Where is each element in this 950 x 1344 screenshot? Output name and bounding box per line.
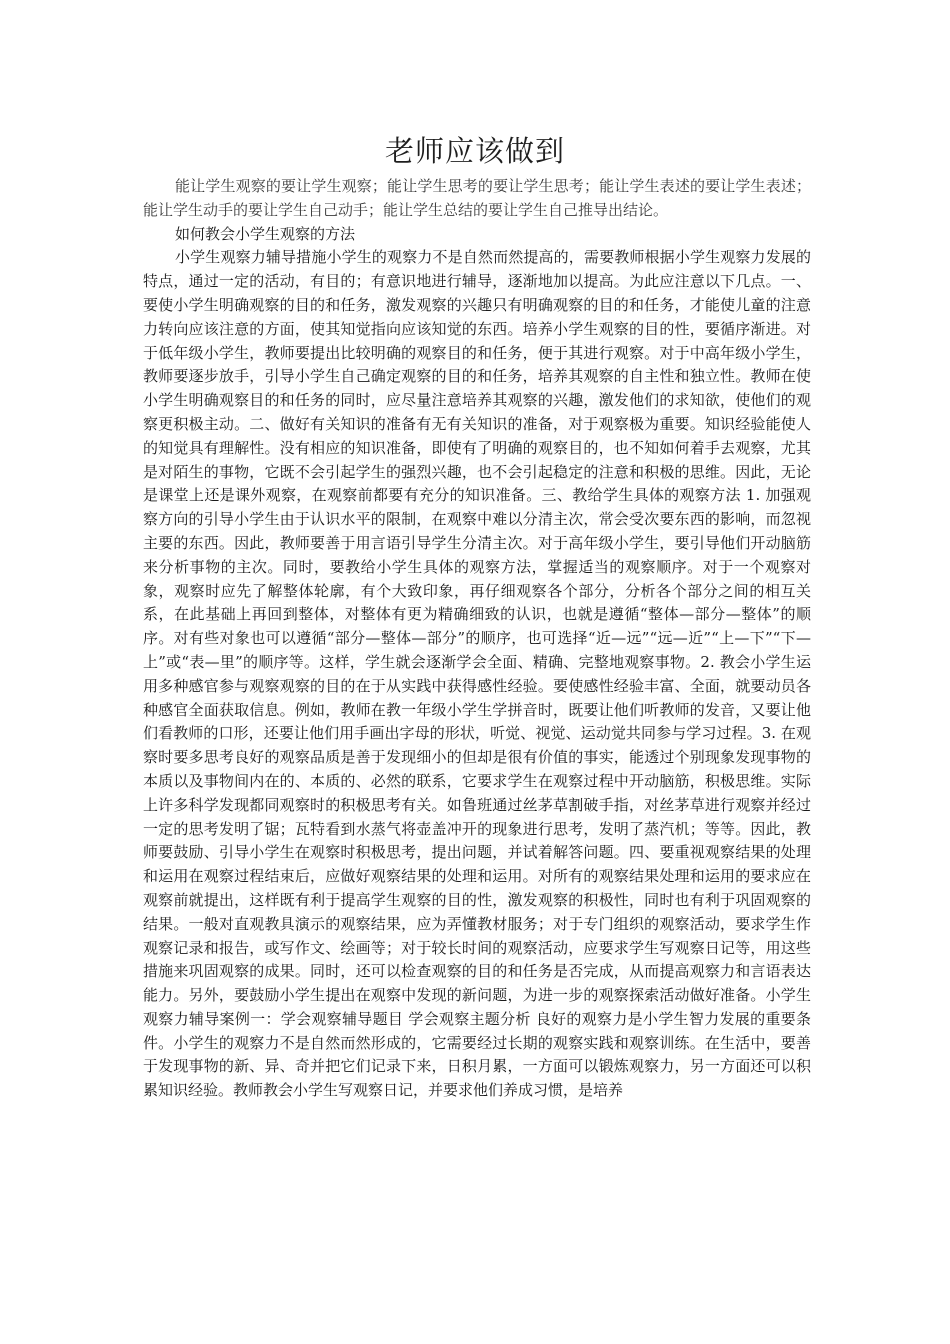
intro-paragraph: 能让学生观察的要让学生观察；能让学生思考的要让学生思考；能让学生表述的要让学生表述；能让学生动手的要让学生自己动手；能让学生总结的要让学生自己推导出结论。 xyxy=(143,177,811,219)
document-title: 老师应该做到 xyxy=(384,134,565,168)
section-heading: 如何教会小学生观察的方法 xyxy=(175,224,356,243)
main-paragraph: 小学生观察力辅导措施小学生的观察力不是自然而然提高的，需要教师根据小学生观察力发展的特点，通过一定的活动，有目的；有意识地进行辅导，逐渐地加以提高。为此应注意以下几点。一、要使小学生明确观察的目的和任务，激发观察的兴趣只有明确观察的目的和任务，才能使儿童的注意力转向应该注意的方面，使其知觉指向应该知觉的东西。培养小学生观察的目的性，要循序渐进。对于低年级小学生，教师要提出比较明确的观察目的和任务，便于其进行观察。对于中高年级小学生，教师要逐步放手，引导小学生自己确定观察的目的和任务，培养其观察的自主性和独立性。教师在使小学生明确观察目的和任务的同时，应尽量注意培养其观察的兴趣，激发他们的求知欲，使他们的观察更积极主动。二、做好有关知识的准备有无有关知识的准备，对于观察极为重要。知识经验能使人的知觉具有理解性。没有相应的知识准备，即使有了明确的观察目的，也不知如何着手去观察，尤其是对陌生的事物，它既不会引起学生的强烈兴趣，也不会引起稳定的注意和积极的思维。因此，无论是课堂上还是课外观察，在观察前都要有充分的知识准备。三、教给学生具体的观察方法 1. 加强观察方向的引导小学生由于认识水平的限制，在观察中难以分清主次，常会受次要东西的影响，而忽视主要的东西。因此，教师要善于用言语引导学生分清主次。对于高年级小学生，要引导他们开动脑筋来分析事物的主次。同时，要教给小学生具体的观察方法，掌握适当的观察顺序。对于一个观察对象，观察时应先了解整体轮廓，有个大致印象，再仔细观察各个部分，分析各个部分之间的相互关系，在此基础上再回到整体，对整体有更为精确细致的认识，也就是遵循“整体—部分—整体”的顺序。对有些对象也可以遵循“部分—整体—部分”的顺序，也可选择“近—远”“远—近”“上—下”“下—上”或“表—里”的顺序等。这样，学生就会逐渐学会全面、精确、完整地观察事物。2. 教会小学生运用多种感官参与观察观察的目的在于从实践中获得感性经验。要使感性经验丰富、全面，就要动员各种感官全面获取信息。例如，教师在教一年级小学生学拼音时，既要让他们听教师的发音，又要让他们看教师的口形，还要让他们用手画出字母的形状，听觉、视觉、运动觉共同参与学习过程。3. 在观察时要多思考良好的观察品质是善于发现细小的但却是很有价值的事实，能透过个别现象发现事物的本质以及事物间内在的、本质的、必然的联系，它要求学生在观察过程中开动脑筋，积极思维。实际上许多科学发现都同观察时的积极思考有关。如鲁班通过丝茅草割破手指，对丝茅草进行观察并经过一定的思考发明了锯；瓦特看到水蒸气将壶盖冲开的现象进行思考，发明了蒸汽机；等等。因此，教师要鼓励、引导小学生在观察时积极思考，提出问题，并试着解答问题。四、要重视观察结果的处理和运用在观察过程结束后，应做好观察结果的处理和运用。对所有的观察结果处理和运用的要求应在观察前就提出，这样既有利于提高学生观察的目的性，激发观察的积极性，同时也有利于巩固观察的结果。一般对直观教具演示的观察结果，应为弄懂教材服务；对于专门组织的观察活动，要求学生作观察记录和报告，或写作文、绘画等；对于较长时间的观察活动，应要求学生写观察日记等，用这些措施来巩固观察的成果。同时，还可以检查观察的目的和任务是否完成，从而提高观察力和言语表达能力。另外，要鼓励小学生提出在观察中发现的新问题，为进一步的观察探索活动做好准备。小学生观察力辅导案例一：学会观察辅导题目 学会观察主题分析 良好的观察力是小学生智力发展的重要条件。小学生的观察力不是自然而然形成的，它需要经过长期的观察实践和观察训练。在生活中，要善于发现事物的新、异、奇并把它们记录下来，日积月累，一方面可以锻炼观察力，另一方面还可以积累知识经验。教师教会小学生写观察日记，并要求他们养成习惯，是培养 xyxy=(143,248,811,1100)
document-body xyxy=(143,175,811,1103)
